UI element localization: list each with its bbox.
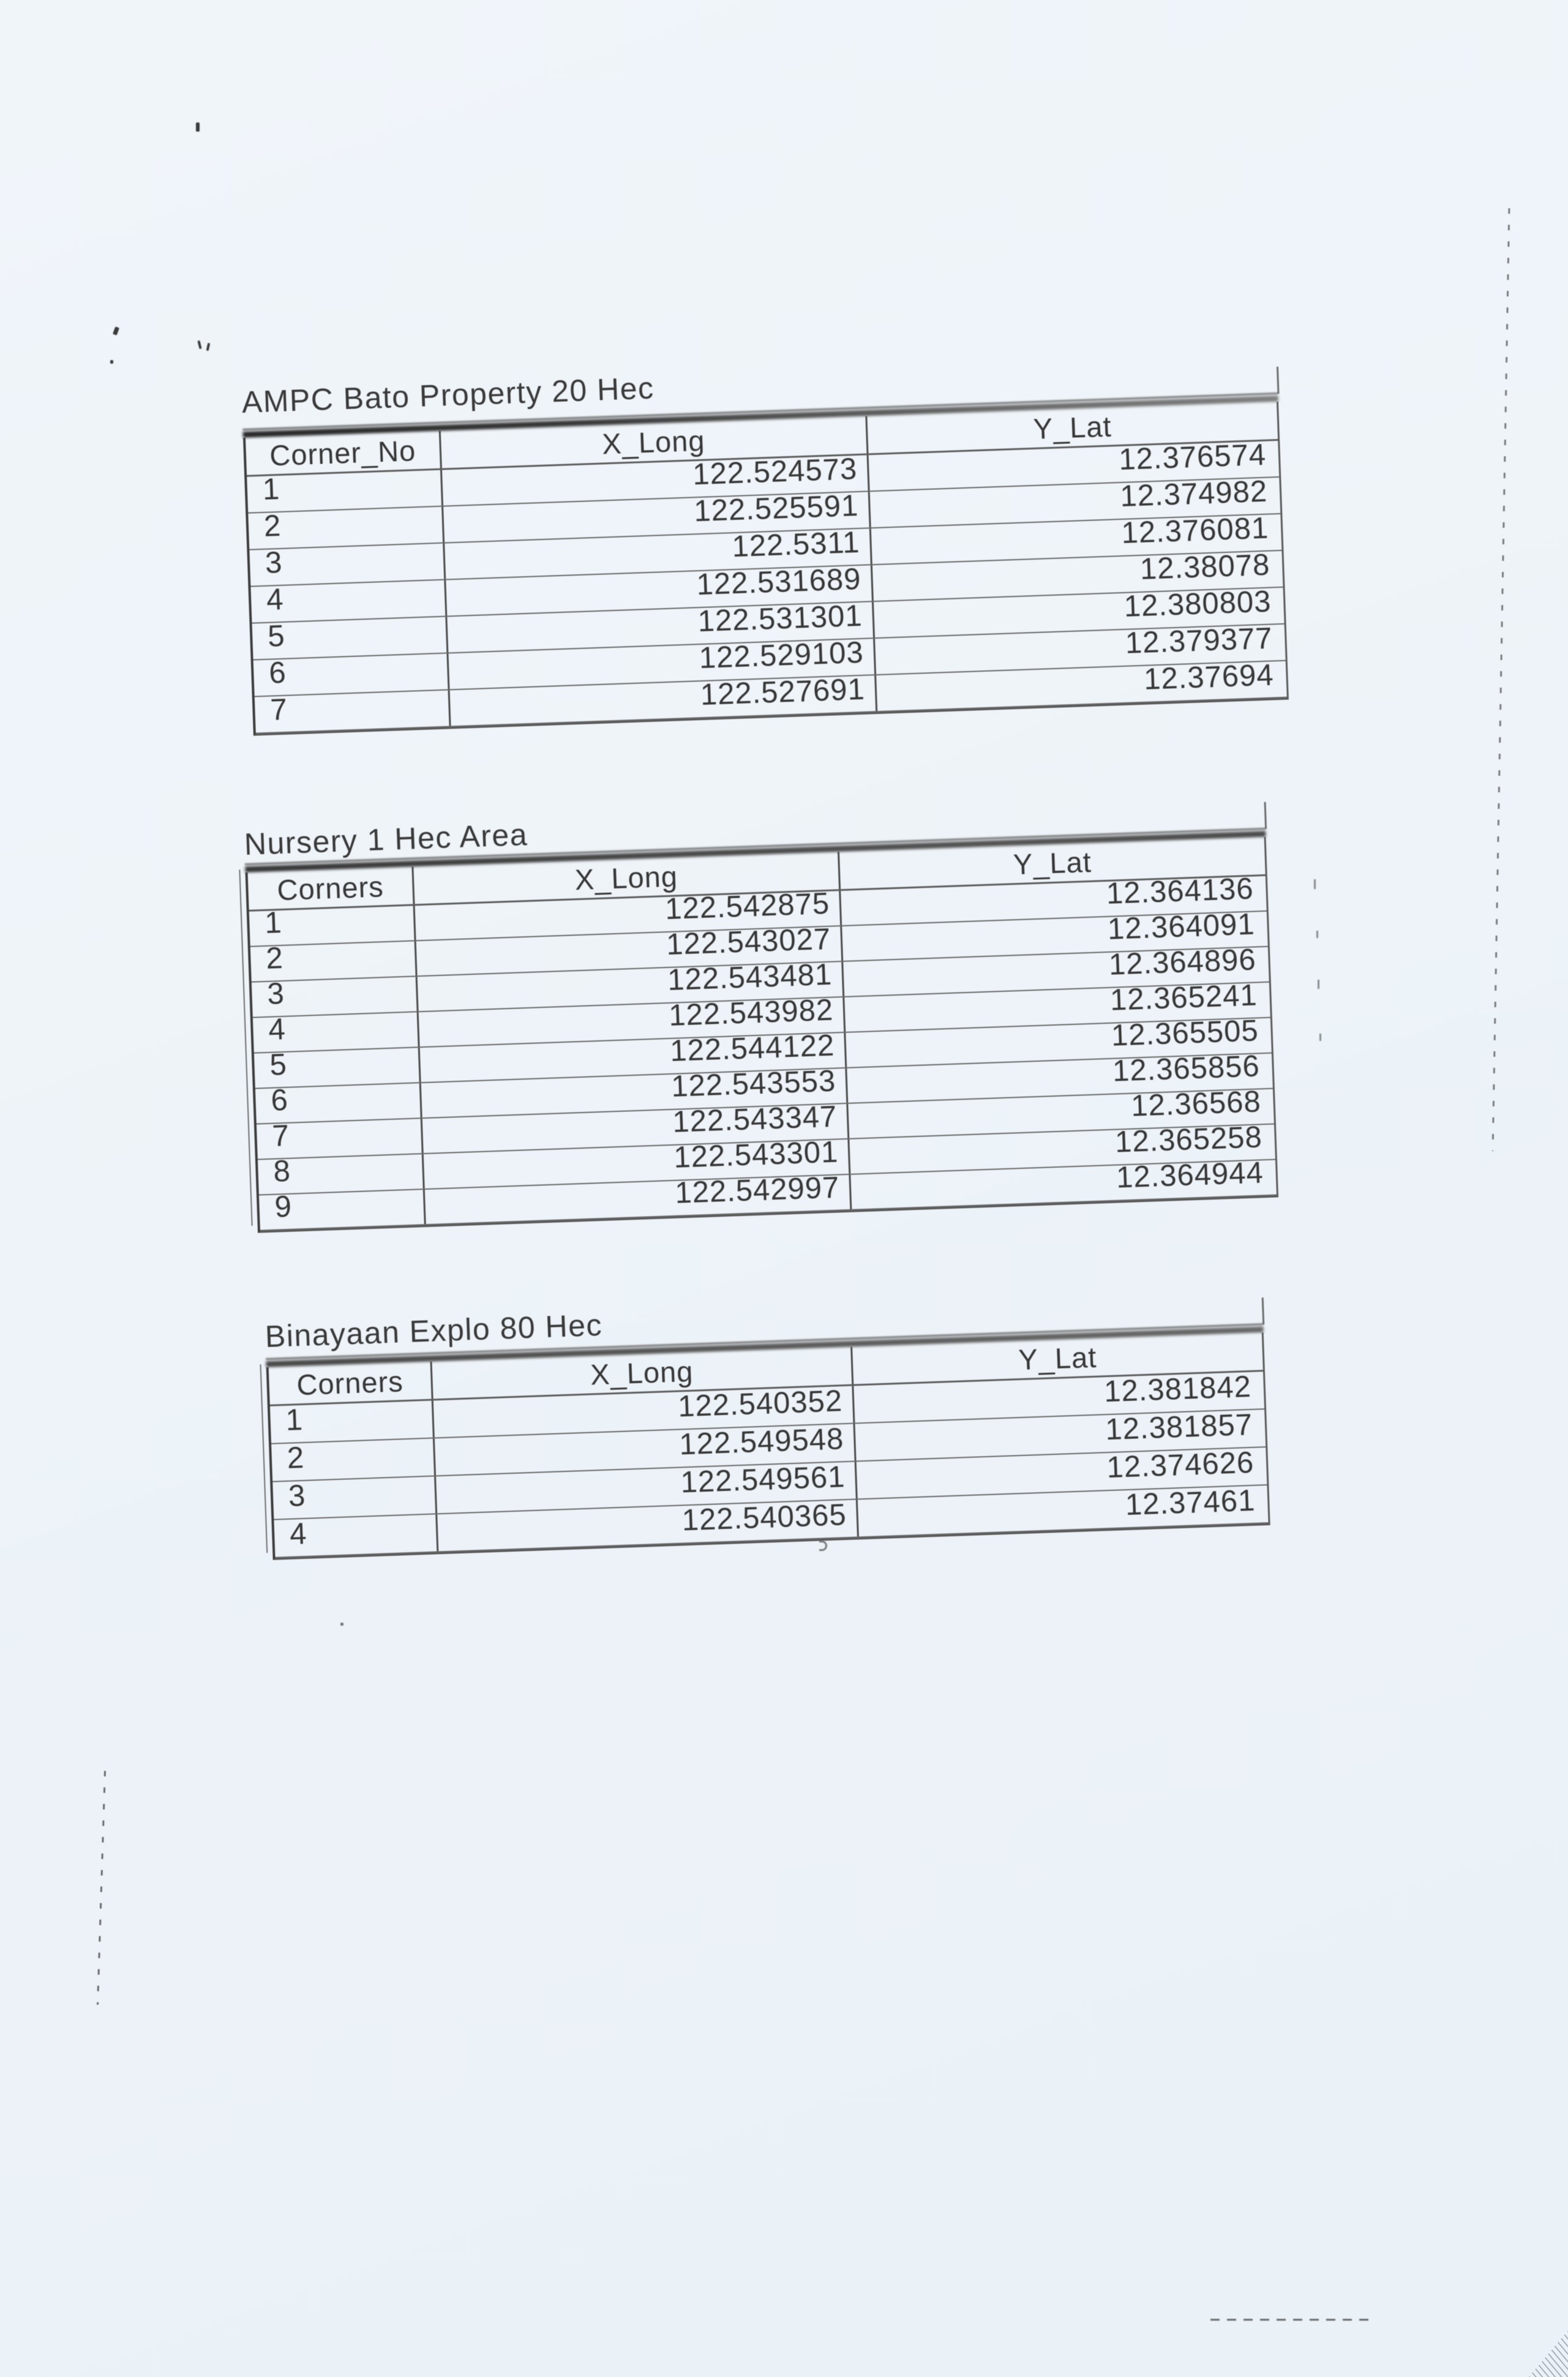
xlong-cell: 122.524573 xyxy=(442,455,870,505)
xlong-cell: 122.543347 xyxy=(422,1104,849,1153)
corner-cell: 2 xyxy=(271,1438,436,1481)
ylat-cell: 12.374982 xyxy=(1119,475,1268,513)
corner-cell: 3 xyxy=(249,544,446,586)
coordinate-table xyxy=(266,1323,1270,1560)
xlong-cell: 122.527691 xyxy=(449,675,877,726)
xlong-cell: 122.529103 xyxy=(448,639,876,689)
scan-speck xyxy=(110,360,113,364)
corner-cell: 7 xyxy=(255,690,451,732)
corner-cell: 3 xyxy=(272,1476,437,1519)
ylat-cell: 12.376574 xyxy=(1118,438,1267,477)
scan-speck xyxy=(196,122,200,132)
corner-cell: 2 xyxy=(248,507,445,549)
xlong-cell: 122.543982 xyxy=(419,997,846,1046)
column-header-corner: Corners xyxy=(248,866,415,909)
corner-cell: 1 xyxy=(270,1400,435,1443)
ylat-cell: 12.365856 xyxy=(1112,1050,1261,1088)
corner-cell: 5 xyxy=(254,1048,421,1087)
ylat-cell: 12.37461 xyxy=(1125,1484,1256,1522)
xlong-cell: 122.543553 xyxy=(421,1068,848,1117)
scan-stray-mark xyxy=(819,1541,827,1551)
xlong-cell: 122.540365 xyxy=(437,1500,859,1551)
xlong-cell: 122.5311 xyxy=(445,528,872,579)
scan-speck xyxy=(113,326,119,336)
section-nursery xyxy=(244,789,1359,1233)
ylat-cell: 12.37694 xyxy=(1143,658,1275,696)
scan-noise-line-left xyxy=(97,1771,106,2005)
scan-speck xyxy=(340,1623,343,1626)
xlong-cell: 122.531689 xyxy=(446,565,874,615)
coordinate-table xyxy=(242,392,1288,736)
ylat-cell: 12.364136 xyxy=(1106,872,1255,911)
ylat-cell: 12.365241 xyxy=(1109,978,1258,1017)
corner-cell: 4 xyxy=(253,1012,420,1052)
xlong-cell: 122.531301 xyxy=(447,602,875,652)
xlong-cell: 122.549561 xyxy=(436,1462,858,1513)
corner-cell: 1 xyxy=(247,470,443,513)
corner-cell: 6 xyxy=(253,653,450,696)
xlong-cell: 122.540352 xyxy=(433,1386,855,1437)
ylat-cell: 12.364944 xyxy=(1116,1156,1264,1195)
xlong-cell: 122.543027 xyxy=(416,926,843,975)
scan-speck xyxy=(206,343,211,351)
xlong-cell: 122.542997 xyxy=(425,1175,852,1224)
ylat-cell: 12.380803 xyxy=(1123,585,1272,623)
column-header-corner: Corners xyxy=(269,1362,433,1405)
ylat-cell: 12.374626 xyxy=(1106,1446,1255,1485)
ylat-cell: 12.376081 xyxy=(1120,511,1270,550)
column-header-xlong: X_Long xyxy=(414,852,841,904)
column-header-ylat: Y_Lat xyxy=(1032,410,1112,445)
column-header-ylat: Y_Lat xyxy=(1018,1340,1098,1376)
scan-speck xyxy=(197,340,201,350)
column-header-xlong: X_Long xyxy=(432,1347,853,1399)
corner-cell: 1 xyxy=(249,906,416,945)
corner-cell: 7 xyxy=(257,1119,424,1158)
table-title: Nursery 1 Hec Area xyxy=(243,817,528,862)
corner-cell: 6 xyxy=(255,1083,422,1123)
xlong-cell: 122.543301 xyxy=(424,1140,850,1188)
corner-cell: 3 xyxy=(252,977,419,1016)
ylat-cell: 12.381842 xyxy=(1103,1370,1252,1409)
corner-cell: 4 xyxy=(250,580,447,623)
coordinate-table xyxy=(245,828,1278,1233)
ylat-cell: 12.38078 xyxy=(1139,548,1271,586)
corner-cell: 8 xyxy=(258,1154,425,1194)
ylat-cell: 12.364896 xyxy=(1108,943,1257,982)
corner-cell: 2 xyxy=(250,941,418,981)
ylat-cell: 12.365505 xyxy=(1111,1014,1259,1053)
corner-cell: 4 xyxy=(274,1514,438,1557)
xlong-cell: 122.543481 xyxy=(418,962,844,1011)
column-header-ylat: Y_Lat xyxy=(1013,845,1092,881)
corner-cell: 5 xyxy=(252,617,449,659)
xlong-cell: 122.542875 xyxy=(415,891,842,940)
ylat-cell: 12.365258 xyxy=(1114,1121,1263,1159)
scan-corner-hatch xyxy=(1529,2330,1568,2377)
ylat-cell: 12.379377 xyxy=(1124,621,1274,660)
scan-dashed-line-bottom xyxy=(1210,2319,1371,2321)
table-body xyxy=(247,438,1287,734)
ylat-cell: 12.381857 xyxy=(1105,1408,1253,1447)
column-header-xlong: X_Long xyxy=(440,416,868,468)
section-binayaan xyxy=(264,1283,1344,1560)
xlong-cell: 122.544122 xyxy=(420,1033,847,1082)
table-title: Binayaan Explo 80 Hec xyxy=(264,1307,603,1354)
xlong-cell: 122.525591 xyxy=(443,492,871,542)
section-ampc-bato xyxy=(241,347,1355,735)
xlong-cell: 122.549548 xyxy=(435,1424,857,1475)
corner-cell: 9 xyxy=(259,1190,426,1230)
table-body xyxy=(249,872,1277,1231)
ylat-cell: 12.364091 xyxy=(1107,907,1256,946)
table-title: AMPC Bato Property 20 Hec xyxy=(241,370,655,419)
column-header-corner: Corner_No xyxy=(246,431,442,475)
scan-noise-line-right xyxy=(1492,208,1510,1151)
ylat-cell: 12.36568 xyxy=(1130,1085,1262,1123)
